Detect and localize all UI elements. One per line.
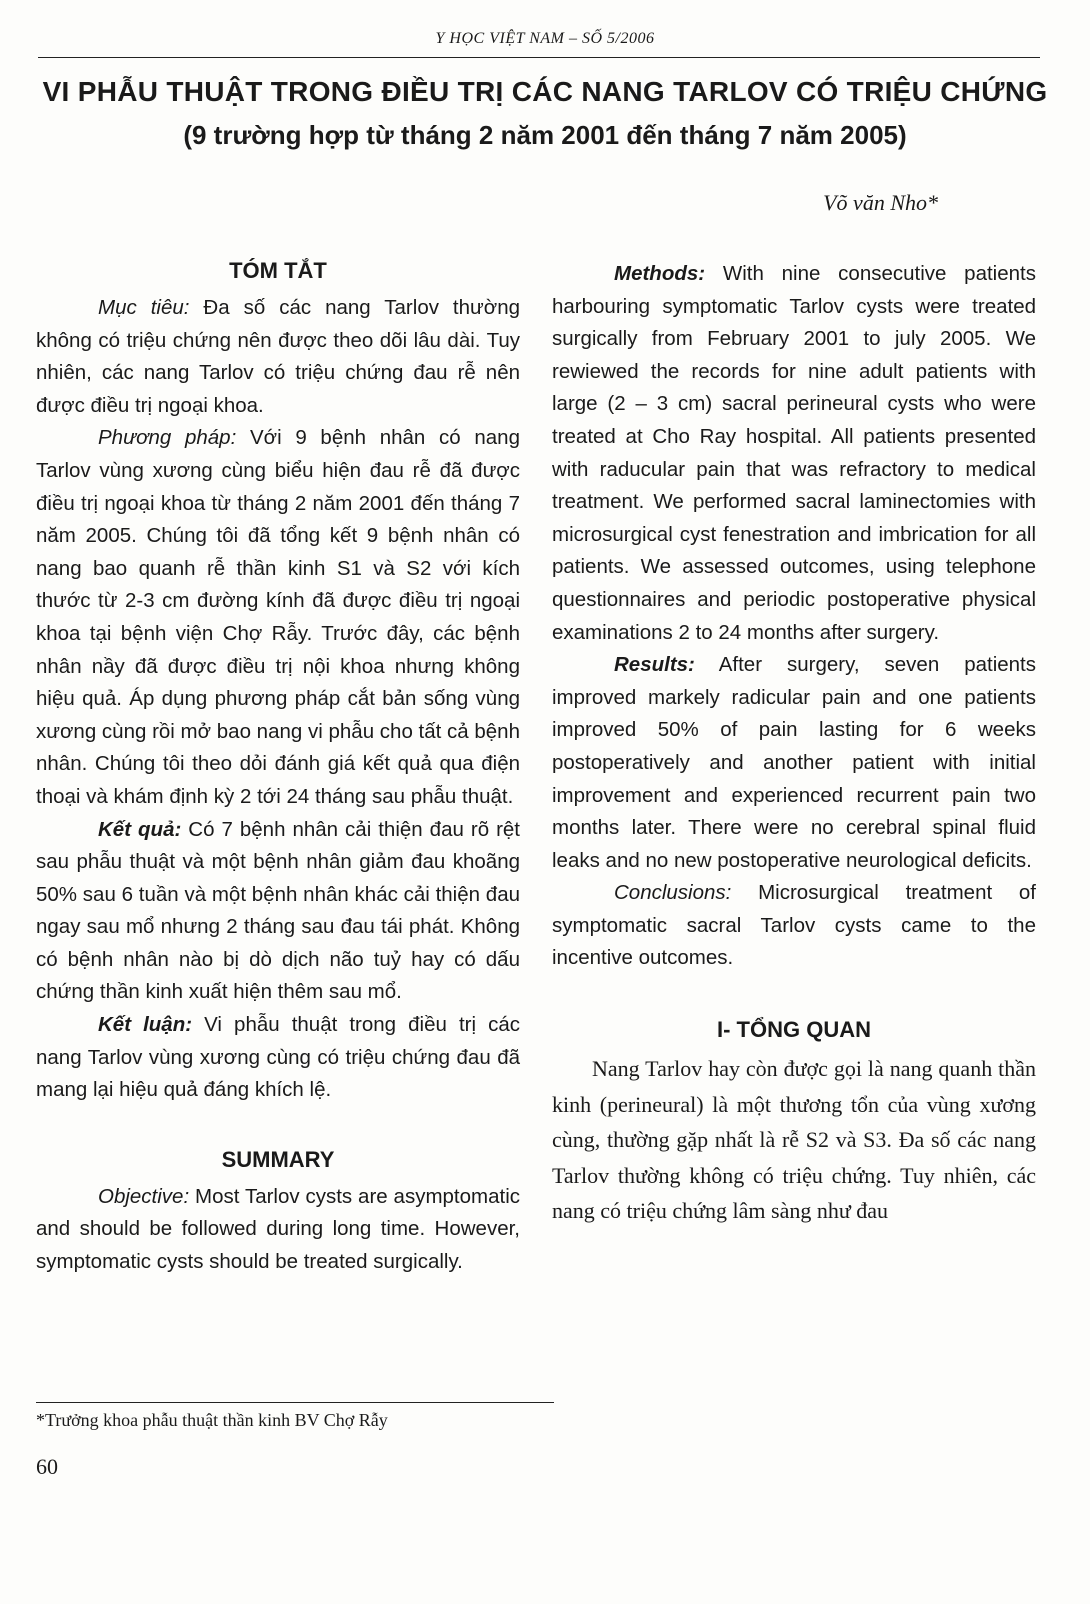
ket-luan-paragraph [36, 1009, 520, 1107]
tong-quan-heading: I- TỔNG QUAN [717, 1017, 871, 1043]
results-paragraph [552, 649, 1036, 877]
tong-quan-paragraph: Nang Tarlov hay còn được gọi là nang quanh thần kinh (perineural) là một thương tổn của vùng xương cùng, thường gặp nhất là rễ S2 và S3. Đa số các nang Tarlov thường không có triệu chứng. Tuy nhiên, các nang có triệu chứng lâm sàng như đau [552, 1056, 1036, 1224]
tom-tat-heading: TÓM TẮT [229, 258, 327, 283]
ket-luan-label: Kết luận: [98, 1013, 193, 1037]
journal-header: Y HỌC VIỆT NAM – SỐ 5/2006 [435, 30, 655, 47]
phuong-phap-label: Phương pháp: [98, 426, 237, 450]
phuong-phap-text: Với 9 bệnh nhân có nang Tarlov vùng xương cùng biểu hiện đau rễ đã được điều trị ngoại khoa từ tháng 2 năm 2001 đến tháng 7 năm 2005. Chúng tôi đã tổng kết 9 bệnh nhân có nang bao quanh rễ thần kinh S1 và S2 với kích thước từ 2-3 cm đường kính đã được điều trị ngoại khoa tại bệnh viện Chợ Rẫy. Trước đây, các bệnh nhân nầy đã được điều trị nội khoa nhưng không hiệu quả. Áp dụng phương pháp cắt bản sống vùng xương cùng rồi mở bao nang vi phẫu cho tất cả bệnh nhân. Chúng tôi theo dỏi đánh giá kết quả qua điện thoại và khám định kỳ 2 tới 24 tháng sau phẫu thuật. [36, 426, 520, 808]
footnote-divider [36, 1402, 554, 1403]
article-subtitle: (9 trường hợp từ tháng 2 năm 2001 đến tháng 7 năm 2005) [183, 120, 907, 150]
results-label: Results: [614, 653, 695, 677]
conclusions-paragraph [552, 877, 1036, 975]
phuong-phap-paragraph [36, 422, 520, 813]
page-number: 60 [36, 1454, 58, 1479]
conclusions-text: Microsurgical treatment of symptomatic sacral Tarlov cysts came to the incentive outcomes. [552, 881, 1036, 970]
muc-tieu-paragraph [36, 292, 520, 422]
muc-tieu-label: Mục tiêu: [98, 296, 190, 319]
conclusions-label: Conclusions: [614, 881, 732, 905]
results-text: After surgery, seven patients improved markely radicular pain and one patients improved 50% of pain lasting for 6 weeks postoperatively and another patient with initial improvement and experienced recurrent pain two months later. There were no cerebral spinal fluid leaks and no new postoperative neurological deficits. [552, 653, 1036, 872]
methods-paragraph [552, 258, 1036, 649]
header-divider [38, 57, 1040, 58]
objective-text: Most Tarlov cysts are asymptomatic and should be followed during long time. However, symptomatic cysts should be treated surgically. [36, 1184, 520, 1274]
objective-paragraph [36, 1181, 520, 1279]
right-column [552, 226, 1036, 1229]
ket-qua-text: Có 7 bệnh nhân cải thiện đau rõ rệt sau phẫu thuật và một bệnh nhân giảm đau khoãng 50% sau 6 tuần và một bệnh nhân khác cải thiện đau ngay sau mổ nhưng 2 tháng sau đau tái phát. Không có bệnh nhân nào bị dò dịch não tuỷ hay có dấu chứng thần kinh xuất hiện thêm sau mổ. [36, 817, 521, 1004]
ket-luan-text: Vi phẫu thuật trong điều trị các nang Tarlov vùng xương cùng có triệu chứng đau đã mang lại hiệu quả đáng khích lệ. [36, 1013, 520, 1102]
objective-label: Objective: [98, 1184, 190, 1208]
article-author: Võ văn Nho* [823, 190, 938, 215]
ket-qua-paragraph [36, 814, 520, 1010]
summary-heading: SUMMARY [221, 1146, 335, 1172]
methods-text: With nine consecutive patients harbouring symptomatic Tarlov cysts were treated surgically from February 2001 to july 2005. We rewiewed the records for nine adult patients with large (2 – 3 cm) sacral perineural cysts who were treated at Cho Ray hospital. All patients presented with raducular pain that was refractory to medical treatment. We performed sacral laminectomies with microsurgical cyst fenestration and imbrication for all patients. We assessed outcomes, using telephone questionnaires and periodic postoperative physical examinations 2 to 24 months after surgery. [552, 262, 1036, 644]
article-title: VI PHẪU THUẬT TRONG ĐIỀU TRỊ CÁC NANG TARLOV CÓ TRIỆU CHỨNG [42, 76, 1048, 107]
ket-qua-label: Kết quả: [98, 817, 182, 841]
left-column [36, 256, 520, 1279]
muc-tieu-text: Đa số các nang Tarlov thường không có triệu chứng nên được theo dõi lâu dài. Tuy nhiên, các nang Tarlov có triệu chứng đau rễ nên được điều trị ngoại khoa. [36, 296, 521, 417]
author-footnote: *Trưởng khoa phẫu thuật thần kinh BV Chợ Rẫy [36, 1410, 388, 1430]
methods-label: Methods: [614, 262, 706, 285]
